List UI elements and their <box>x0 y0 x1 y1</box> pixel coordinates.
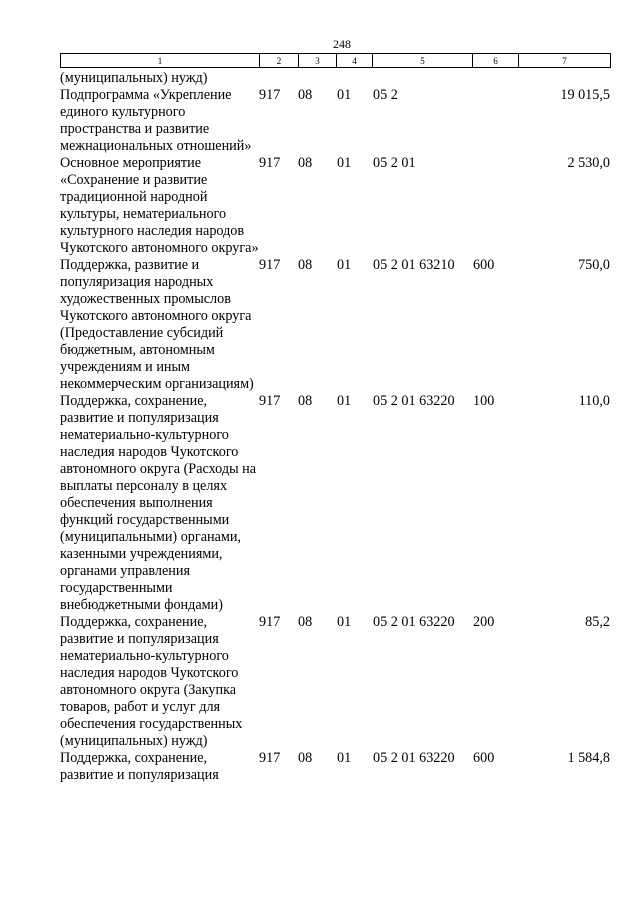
table-row <box>60 393 610 614</box>
section-code: 08 <box>298 393 313 409</box>
header-col-6: 6 <box>473 54 519 68</box>
target-article-code: 05 2 01 <box>373 155 416 171</box>
amount: 2 530,0 <box>567 155 610 171</box>
expense-type-code: 600 <box>473 750 495 766</box>
table-row <box>60 750 610 784</box>
target-article-code: 05 2 01 63220 <box>373 393 455 409</box>
amount: 110,0 <box>578 393 610 409</box>
section-code: 08 <box>298 614 313 630</box>
section-code: 08 <box>298 257 313 273</box>
table-row <box>60 155 610 257</box>
section-code: 08 <box>298 750 313 766</box>
table-row <box>60 70 610 87</box>
header-col-2: 2 <box>260 54 299 68</box>
row-description: Поддержка, сохранение, развитие и популяризация нематериально-культурного наследия народов Чукотского автономного округа (Расходы на выплаты персоналу в целях обеспечения выполнения функций государственными (муниципальными) органами, казенными учреждениями, органами управления государственными внебюджетными фондами) <box>60 393 257 613</box>
target-article-code: 05 2 <box>373 87 398 103</box>
table-row <box>60 614 610 750</box>
row-description: (муниципальных) нужд) <box>60 70 208 86</box>
header-col-3: 3 <box>299 54 337 68</box>
ved-code: 917 <box>259 750 281 766</box>
amount: 85,2 <box>585 614 610 630</box>
section-code: 08 <box>298 155 313 171</box>
row-description: Подпрограмма «Укрепление единого культурного пространства и развитие межнациональных отношений» <box>60 87 252 154</box>
subsection-code: 01 <box>337 614 352 630</box>
expense-type-code: 100 <box>473 393 495 409</box>
row-description: Поддержка, развитие и популяризация народных художественных промыслов Чукотского автономного округа (Предоставление субсидий бюджетным, автономным учреждениям и иным некоммерческим организациям) <box>60 257 254 392</box>
header-col-7: 7 <box>519 54 611 68</box>
expense-type-code: 600 <box>473 257 495 273</box>
ved-code: 917 <box>259 393 281 409</box>
subsection-code: 01 <box>337 257 352 273</box>
ved-code: 917 <box>259 155 281 171</box>
subsection-code: 01 <box>337 750 352 766</box>
target-article-code: 05 2 01 63210 <box>373 257 455 273</box>
ved-code: 917 <box>259 87 281 103</box>
page-number: 248 <box>333 37 351 51</box>
budget-table-body <box>60 70 610 784</box>
table-row <box>60 87 610 155</box>
header-col-1: 1 <box>61 54 260 68</box>
section-code: 08 <box>298 87 313 103</box>
row-description: Основное мероприятие «Сохранение и развитие традиционной народной культуры, нематериального культурного наследия народов Чукотского автономного округа» <box>60 155 259 256</box>
amount: 19 015,5 <box>560 87 610 103</box>
header-col-5: 5 <box>373 54 473 68</box>
row-description: Поддержка, сохранение, развитие и популяризация нематериально-культурного наследия народов Чукотского автономного округа (Закупка товаров, работ и услуг для обеспечения государственных (муниципальных) нужд) <box>60 614 243 749</box>
table-row <box>60 257 610 393</box>
row-description: Поддержка, сохранение, развитие и популяризация <box>60 750 219 783</box>
ved-code: 917 <box>259 614 281 630</box>
subsection-code: 01 <box>337 87 352 103</box>
target-article-code: 05 2 01 63220 <box>373 750 455 766</box>
table-header <box>60 53 611 68</box>
amount: 1 584,8 <box>567 750 610 766</box>
ved-code: 917 <box>259 257 281 273</box>
subsection-code: 01 <box>337 155 352 171</box>
header-col-4: 4 <box>337 54 373 68</box>
target-article-code: 05 2 01 63220 <box>373 614 455 630</box>
amount: 750,0 <box>578 257 610 273</box>
expense-type-code: 200 <box>473 614 495 630</box>
subsection-code: 01 <box>337 393 352 409</box>
